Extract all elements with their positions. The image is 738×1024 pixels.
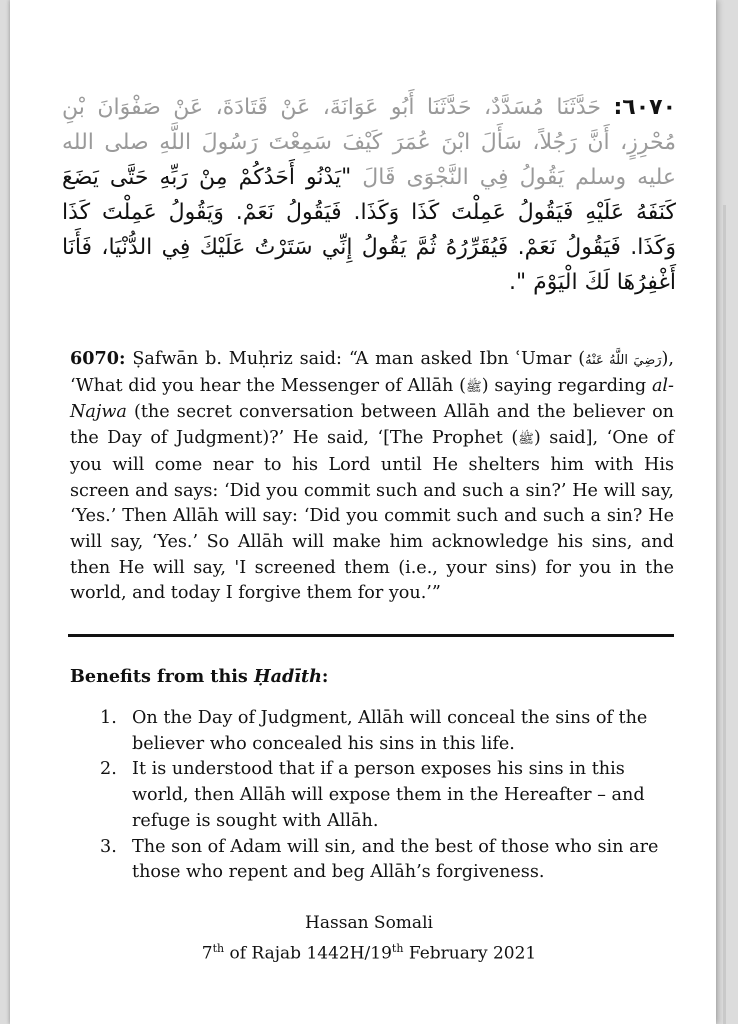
english-text-part-2: ), ‘What did you hear the Messenger of Allāh ( (70, 349, 674, 396)
benefits-heading-colon: : (321, 666, 329, 687)
honorific-radiyallahu-anhu: رَضِيَ اللَّهُ عَنْهُ (585, 353, 662, 368)
date-gregorian-suffix: th (391, 942, 404, 955)
list-item-number: 3. (100, 836, 117, 857)
list-item-number: 2. (100, 759, 117, 780)
arabic-hadith-number: ٦٠٧٠: (613, 95, 676, 120)
list-item-text: The son of Adam will sin, and the best of those who sin are those who repent and beg Allāh’s forgiveness. (132, 836, 659, 883)
date-day-suffix: th (212, 942, 225, 955)
term-al-najwa: al-Najwa (70, 375, 674, 423)
english-hadith-number: 6070: (70, 348, 126, 369)
benefits-heading-prefix: Benefits from this (70, 666, 254, 687)
benefits-list (100, 706, 670, 886)
list-item (100, 835, 670, 886)
publication-date (0, 936, 738, 967)
english-text-part-3: ) saying regarding (481, 375, 652, 396)
arabic-isnad: حَدَّثَنَا مُسَدَّدٌ، حَدَّثَنَا أَبُو عَوَانَةَ، عَنْ قَتَادَةَ، عَنْ صَفْوَانَ بْنِ مُحْرِزٍ، أَنَّ رَجُلاً، سَأَلَ ابْنَ عُمَرَ كَيْفَ سَمِعْتَ رَسُولَ اللَّهِ صلى الله عليه وسلم يَقُولُ فِي النَّجْوَى قَالَ (62, 95, 677, 190)
honorific-salawat-2: ﷺ (518, 432, 534, 448)
list-item-number: 1. (100, 708, 117, 728)
date-day: 7 (201, 943, 213, 964)
english-translation (70, 346, 674, 607)
english-text-part-4: (the secret conversation between Allāh and the believer on the Day of Judgment)?’ He said, ‘[The Prophet ( (70, 402, 674, 449)
honorific-salawat-1: ﷺ (466, 379, 482, 395)
page-edge-shadow (723, 205, 726, 1024)
arabic-matn: "يَدْنُو أَحَدُكُمْ مِنْ رَبِّهِ حَتَّى يَضَعَ كَنَفَهُ عَلَيْهِ فَيَقُولُ عَمِلْتَ كَذَا وَكَذَا. فَيَقُولُ نَعَمْ. وَيَقُولُ عَمِلْتَ كَذَا وَكَذَا. فَيَقُولُ نَعَمْ. فَيُقَرِّرُهُ ثُمَّ يَقُولُ إِنِّي سَتَرْتُ عَلَيْكَ فِي الدُّنْيَا، فَأَنَا أَغْفِرُهَا لَكَ الْيَوْمَ ". (62, 165, 676, 295)
english-text-part-5: ) said], ‘One of you will come near to his Lord until He shelters him with His screen and says: ‘Did you commit such and such a sin?’ He will say, ‘Yes.’ Then Allāh will say: ‘Did you commit such and such a sin? He will say, ‘Yes.’ So Allāh will make him acknowledge his sins, and then He will say, 'I screened them (i.e., your sins) for you in the world, and today I forgive them for you.’” (70, 428, 674, 604)
list-item (100, 706, 670, 757)
section-divider (68, 634, 674, 637)
english-text-part-1: Ṣafwān b. Muḥriz said: “A man asked Ibn ʿUmar ( (125, 349, 586, 369)
date-end: February 2021 (403, 943, 537, 964)
date-middle: of Rajab 1442H/19 (224, 943, 392, 964)
list-item-text: It is understood that if a person exposes his sins in this world, then Allāh will expose them in the Hereafter – and refuge is sought with Allāh. (132, 759, 645, 831)
author-name: Hassan Somali (305, 913, 433, 933)
list-item (100, 757, 670, 834)
list-item-text: On the Day of Judgment, Allāh will conceal the sins of the believer who concealed his sins in this life. (132, 708, 648, 754)
benefits-heading (70, 666, 328, 687)
arabic-hadith-text (62, 90, 676, 300)
benefits-heading-hadith: Ḥadīth (253, 666, 322, 687)
